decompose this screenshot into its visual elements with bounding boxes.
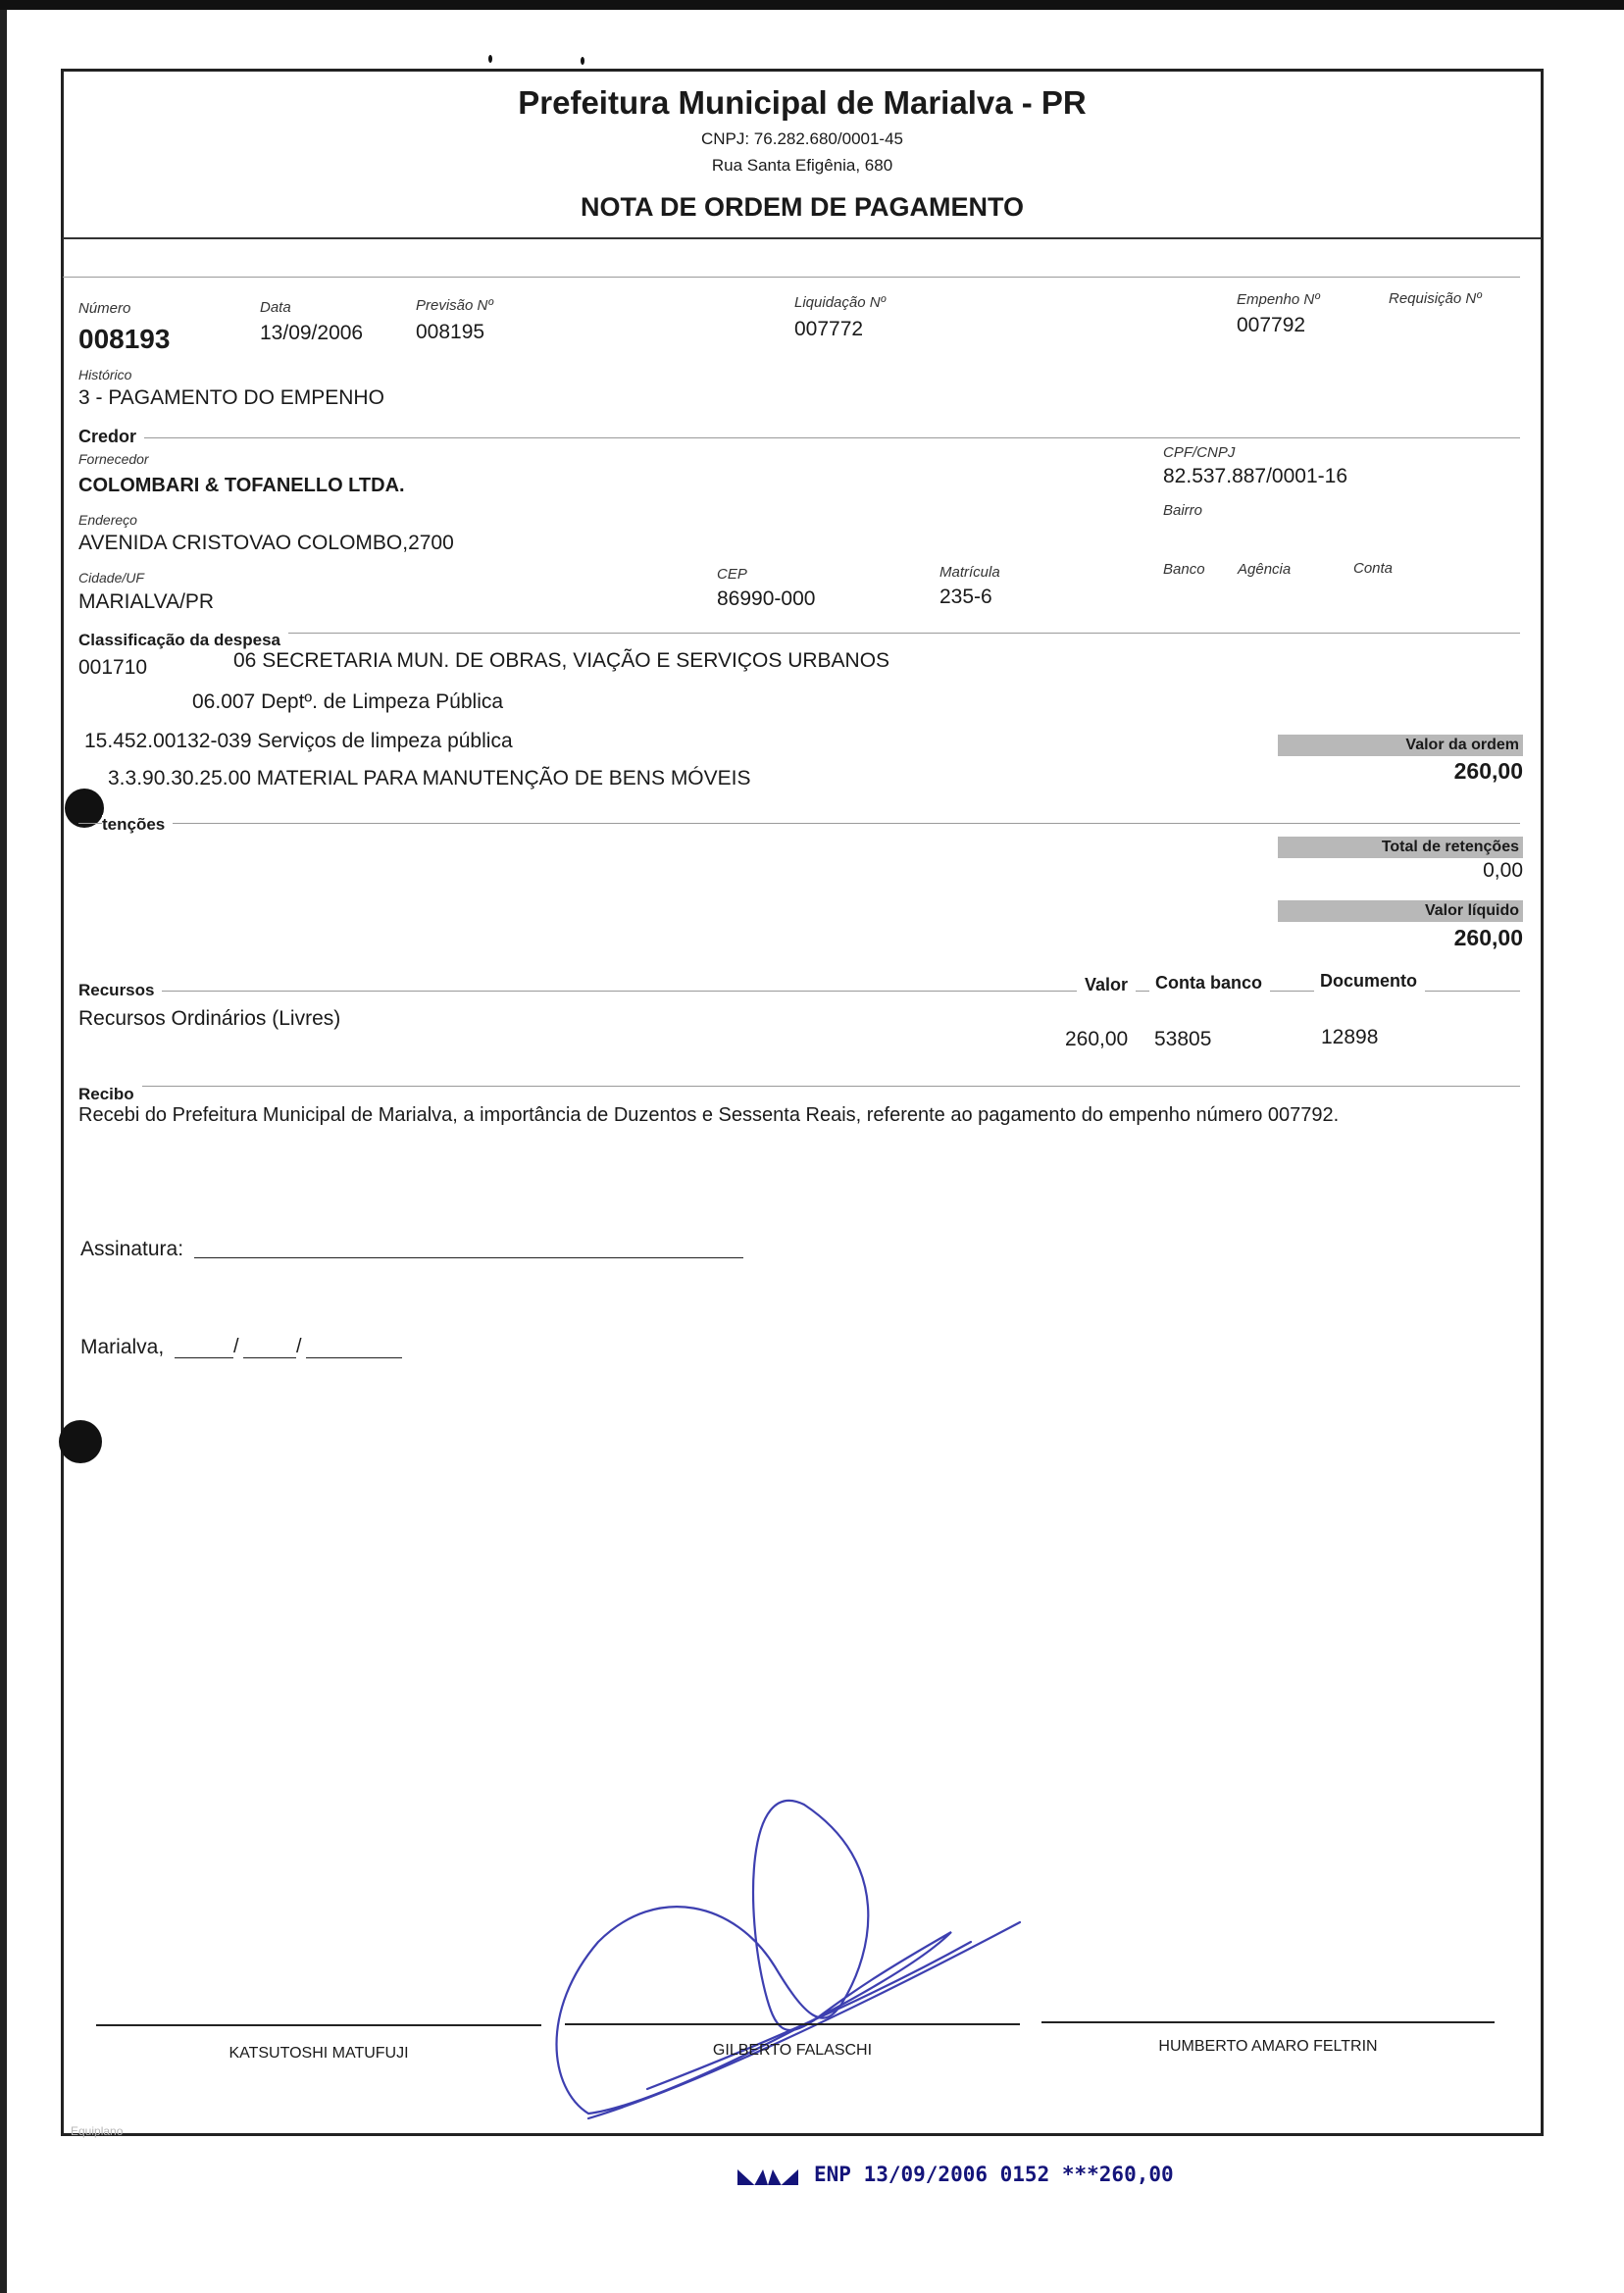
total-retencoes-value: 0,00	[1483, 859, 1523, 882]
bairro-label: Bairro	[1163, 502, 1203, 519]
header-divider	[63, 237, 1542, 239]
recursos-documento-header: Documento	[1314, 971, 1425, 992]
bank-logo-icon	[737, 2169, 798, 2185]
signatory-2: GILBERTO FALASCHI	[712, 2042, 873, 2059]
cep-label: CEP	[717, 566, 747, 583]
classificacao-section: Classificação da despesa	[78, 631, 288, 650]
signatory-1: KATSUTOSHI MATUFUJI	[228, 2045, 409, 2062]
recursos-valor: 260,00	[1065, 1028, 1129, 1050]
authentication-stamp: ENP 13/09/2006 0152 ***260,00	[814, 2163, 1174, 2186]
data-value: 13/09/2006	[260, 322, 364, 344]
equiplano-footer: Equiplano	[71, 2124, 124, 2138]
signatory-3: HUMBERTO AMARO FELTRIN	[1158, 2038, 1378, 2055]
recibo-divider	[78, 1086, 1520, 1087]
credor-section: Credor	[78, 427, 144, 447]
date-day-line	[175, 1357, 233, 1358]
recursos-conta-header: Conta banco	[1149, 973, 1270, 994]
cep-value: 86990-000	[717, 587, 816, 610]
recursos-conta: 53805	[1154, 1028, 1212, 1050]
cidade-label: Cidade/UF	[78, 570, 144, 586]
recursos-fonte: Recursos Ordinários (Livres)	[78, 1007, 341, 1030]
cpf-cnpj-label: CPF/CNPJ	[1163, 444, 1236, 461]
recursos-documento: 12898	[1321, 1026, 1379, 1048]
retencoes-divider	[78, 823, 1520, 824]
date-slash: /	[233, 1336, 239, 1357]
empenho-value: 007792	[1237, 314, 1306, 336]
previsao-label: Previsão Nº	[416, 297, 493, 314]
historico-value: 3 - PAGAMENTO DO EMPENHO	[78, 386, 384, 409]
funcional-programatica: 15.452.00132-039 Serviços de limpeza pública	[84, 730, 513, 752]
municipality-title: Prefeitura Municipal de Marialva - PR	[518, 84, 1087, 121]
valor-liquido-label: Valor líquido	[1278, 900, 1523, 922]
historico-label: Histórico	[78, 367, 132, 382]
liquidacao-value: 007772	[794, 318, 864, 340]
numero-value: 008193	[78, 324, 171, 354]
scan-top-edge	[0, 0, 1624, 10]
cpf-cnpj-value: 82.537.887/0001-16	[1163, 465, 1348, 487]
conta-label: Conta	[1353, 560, 1394, 577]
scan-speck	[488, 55, 492, 63]
departamento: 06.007 Deptº. de Limpeza Pública	[192, 690, 504, 713]
endereco-label: Endereço	[78, 512, 137, 528]
matricula-label: Matrícula	[939, 564, 1000, 581]
date-month-line	[243, 1357, 296, 1358]
valor-ordem-label: Valor da ordem	[1278, 735, 1523, 756]
matricula-value: 235-6	[939, 586, 992, 608]
fornecedor-value: COLOMBARI & TOFANELLO LTDA.	[78, 475, 405, 496]
signature-line-2	[565, 2023, 1020, 2025]
endereco-value: AVENIDA CRISTOVAO COLOMBO,2700	[78, 532, 454, 554]
recursos-divider	[78, 991, 1520, 992]
numero-label: Número	[78, 300, 131, 317]
valor-ordem-value: 260,00	[1453, 758, 1523, 784]
scan-left-edge	[0, 10, 7, 2293]
elemento-despesa: 3.3.90.30.25.00 MATERIAL PARA MANUTENÇÃO DE BENS MÓVEIS	[108, 767, 751, 790]
fornecedor-label: Fornecedor	[78, 451, 149, 467]
cnpj-line: CNPJ: 76.282.680/0001-45	[700, 129, 904, 148]
recursos-section: Recursos	[78, 981, 162, 1000]
agencia-label: Agência	[1238, 561, 1292, 578]
punch-hole	[59, 1420, 102, 1463]
cidade-value: MARIALVA/PR	[78, 590, 215, 613]
scan-speck	[581, 57, 584, 65]
valor-liquido-value: 260,00	[1453, 925, 1523, 950]
date-slash: /	[296, 1336, 302, 1357]
date-year-line	[306, 1357, 402, 1358]
recibo-text: Recebi do Prefeitura Municipal de Marialva, a importância de Duzentos e Sessenta Reais, referente ao pagamento do empenho número 007792.	[78, 1104, 1340, 1126]
signature-line-3	[1041, 2021, 1495, 2023]
assinatura-label: Assinatura:	[80, 1238, 184, 1260]
retencoes-section: tenções	[102, 815, 173, 835]
secretaria: 06 SECRETARIA MUN. DE OBRAS, VIAÇÃO E SERVIÇOS URBANOS	[233, 649, 890, 672]
recibo-section: Recibo	[78, 1085, 142, 1104]
classificacao-codigo: 001710	[78, 656, 148, 679]
document-title: NOTA DE ORDEM DE PAGAMENTO	[580, 192, 1024, 222]
address-line: Rua Santa Efigênia, 680	[711, 156, 893, 175]
credor-divider	[78, 437, 1520, 438]
top-divider	[63, 277, 1520, 278]
recursos-valor-header: Valor	[1077, 975, 1136, 995]
signature-line-1	[96, 2024, 541, 2026]
classificacao-divider	[78, 633, 1520, 634]
local-data-label: Marialva,	[80, 1336, 165, 1358]
punch-hole	[65, 789, 104, 828]
previsao-value: 008195	[416, 321, 485, 343]
total-retencoes-label: Total de retenções	[1278, 837, 1523, 858]
liquidacao-label: Liquidação Nº	[794, 294, 887, 311]
banco-label: Banco	[1163, 561, 1205, 578]
empenho-label: Empenho Nº	[1237, 291, 1320, 308]
requisicao-label: Requisição Nº	[1389, 290, 1482, 307]
assinatura-line	[194, 1257, 743, 1258]
handwritten-signature	[530, 1795, 1040, 2128]
data-label: Data	[260, 299, 291, 316]
